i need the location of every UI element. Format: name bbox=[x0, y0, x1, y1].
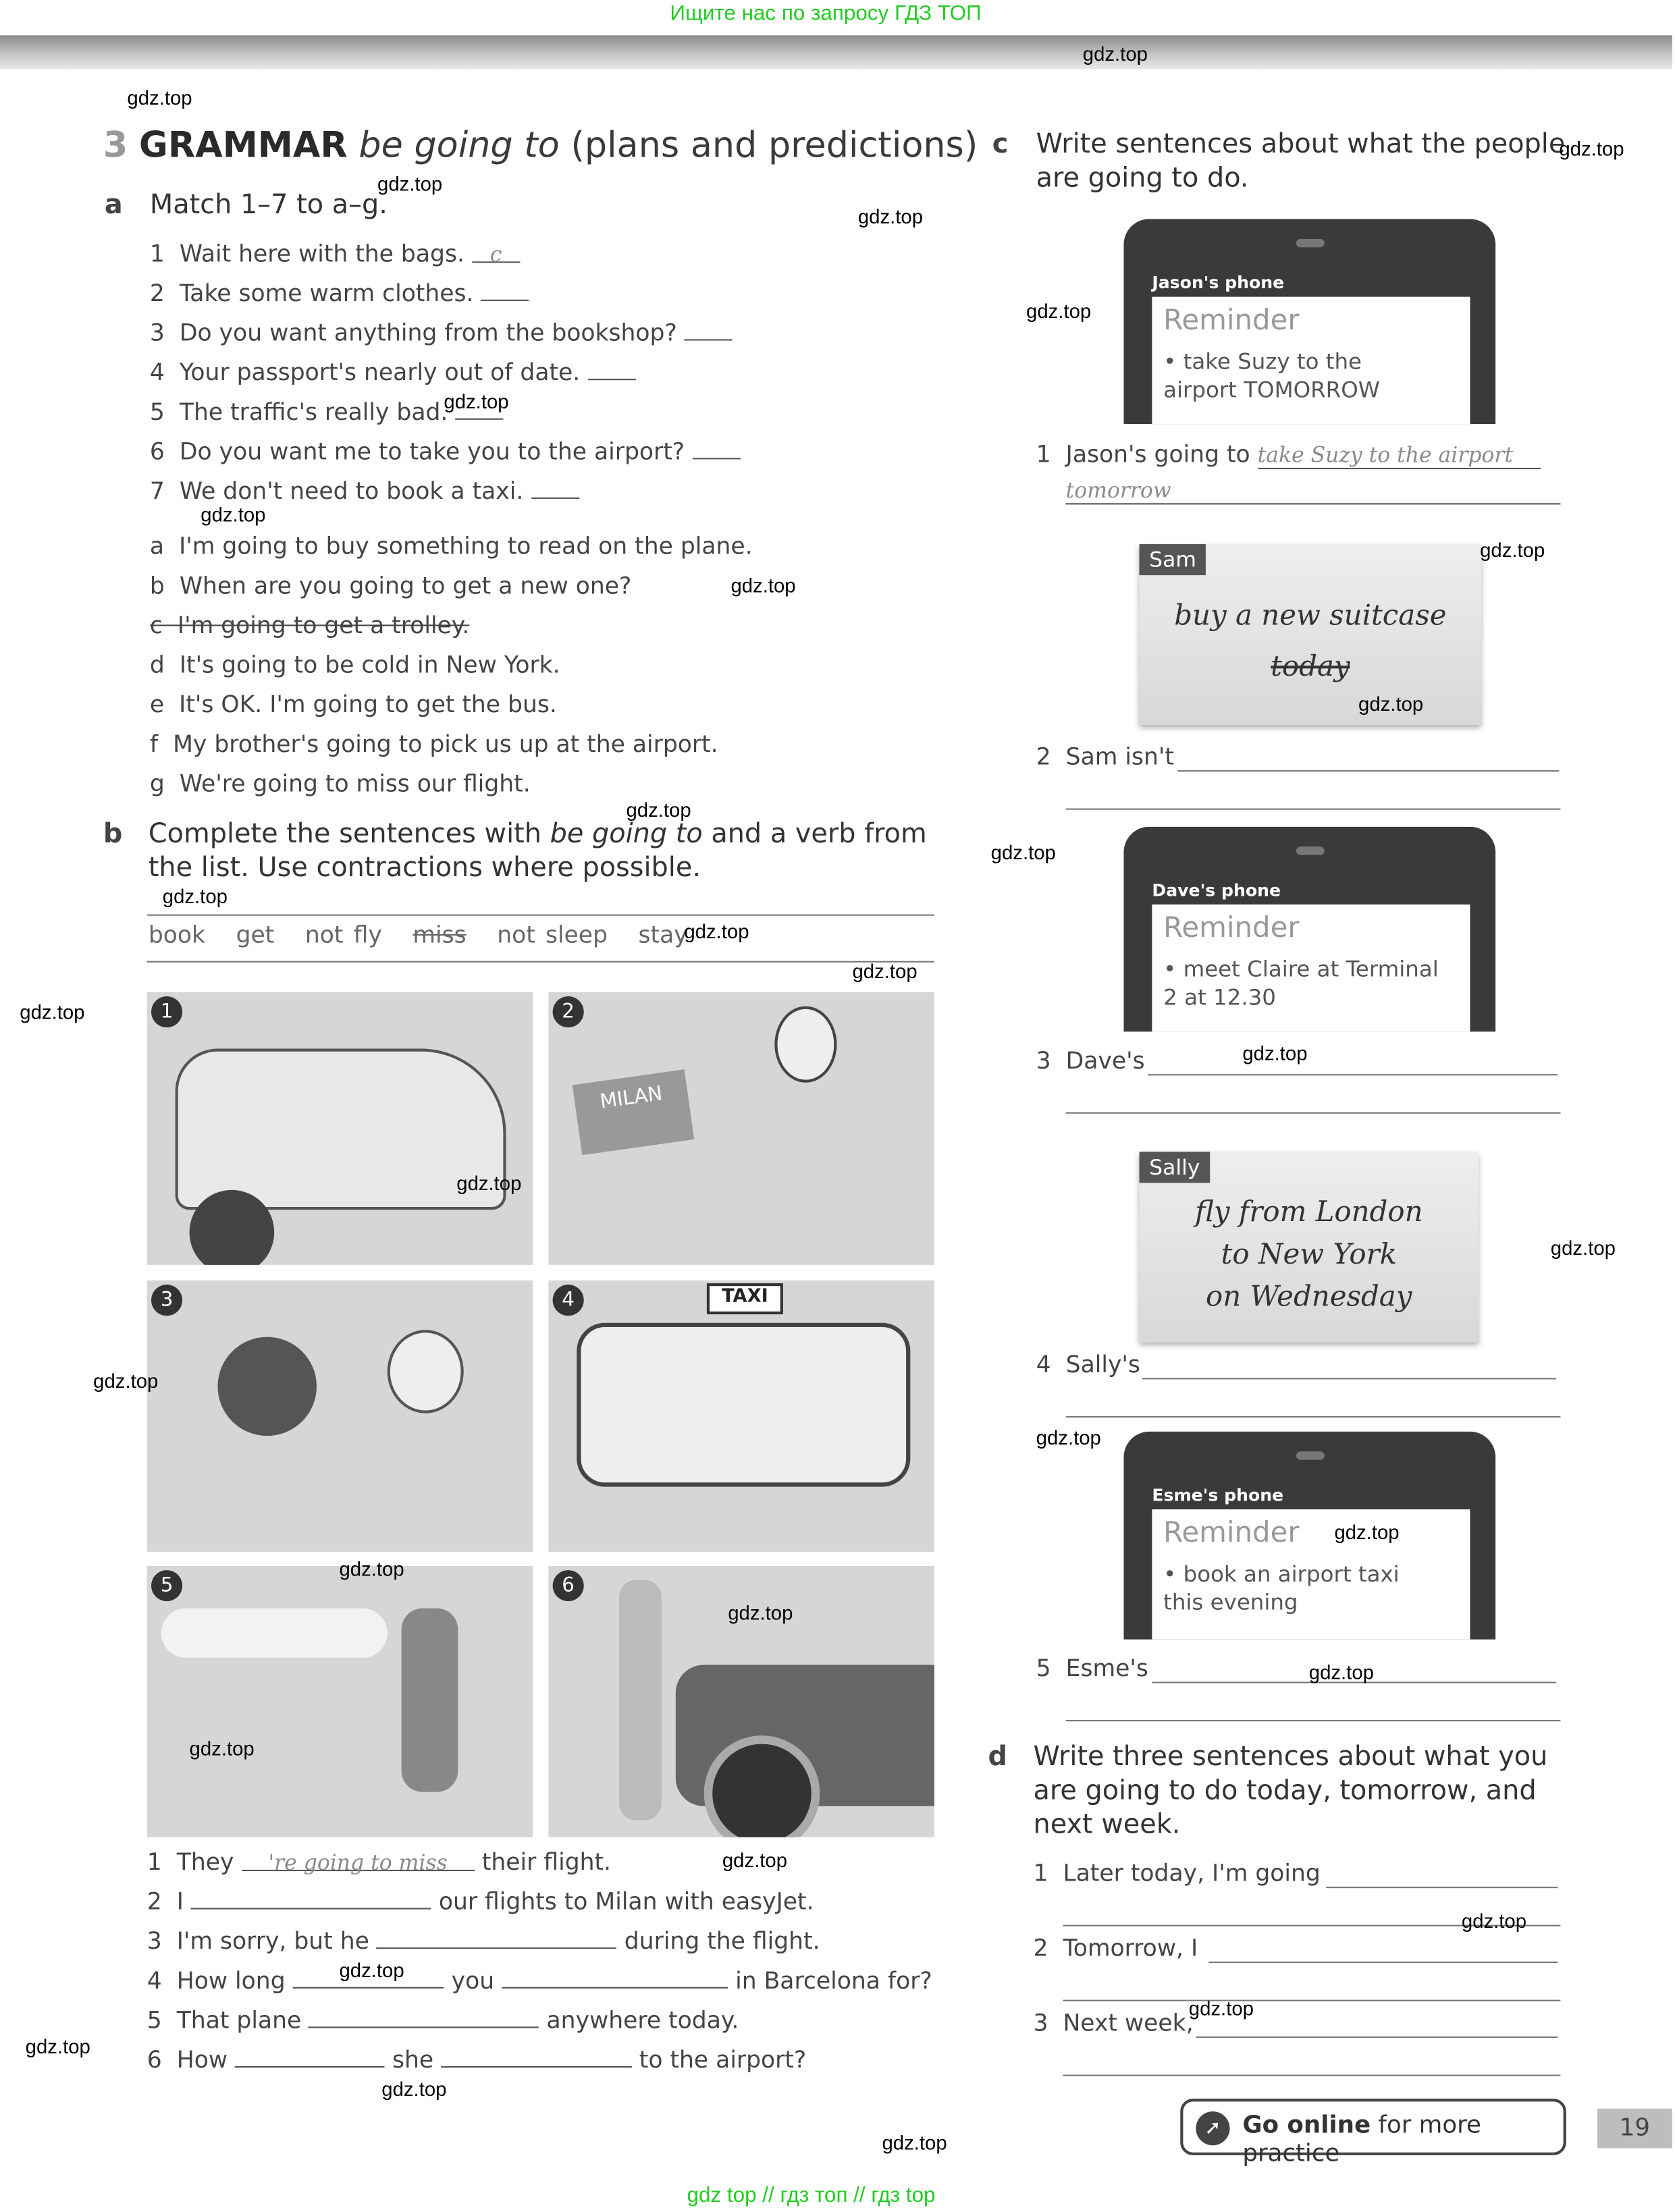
c-sentence: 2 Sam isn't bbox=[1036, 743, 1174, 771]
match-item: 2 Take some warm clothes. bbox=[150, 280, 529, 307]
sam-note: Sam buy a new suitcase today bbox=[1140, 544, 1482, 725]
match-answer-blank[interactable]: c bbox=[472, 242, 520, 263]
watermark: gdz.top bbox=[730, 574, 796, 597]
watermark: gdz.top bbox=[684, 919, 749, 943]
picture-number: 2 bbox=[553, 996, 584, 1027]
bottom-banner[interactable]: gdz top // гдз топ // гдз top bbox=[687, 2183, 936, 2208]
exercise-d-instruction-2: are going to do today, tomorrow, and bbox=[1033, 1775, 1537, 1806]
c-sentence: 3 Dave's bbox=[1036, 1047, 1145, 1075]
watermark: gdz.top bbox=[25, 2034, 90, 2058]
match-option: e It's OK. I'm going to get the bus. bbox=[149, 691, 557, 718]
b-sentence: 1 They 're going to miss their flight. bbox=[147, 1848, 612, 1876]
exercise-a-letter: a bbox=[104, 189, 123, 221]
watermark: gdz.top bbox=[444, 389, 509, 413]
watermark: gdz.top bbox=[1358, 692, 1424, 716]
d-sentence: 3 Next week, bbox=[1033, 2009, 1194, 2037]
watermark: gdz.top bbox=[722, 1848, 788, 1872]
picture-number: 6 bbox=[553, 1570, 584, 1601]
c-answer-line[interactable] bbox=[1177, 770, 1559, 772]
watermark: gdz.top bbox=[339, 1958, 404, 1982]
watermark: gdz.top bbox=[162, 884, 228, 908]
d-answer-line-2[interactable] bbox=[1063, 2000, 1560, 2001]
watermark: gdz.top bbox=[1242, 1042, 1308, 1064]
exercise-b-instruction: Complete the sentences with be going to and a verb from bbox=[148, 818, 927, 850]
word-list-bottom-rule bbox=[147, 961, 934, 963]
match-answer-blank[interactable] bbox=[481, 280, 529, 301]
b-answer-blank[interactable] bbox=[502, 1967, 728, 1988]
watermark: gdz.top bbox=[1559, 137, 1624, 160]
picture-4-taxi bbox=[548, 1280, 934, 1552]
watermark: gdz.top bbox=[456, 1171, 522, 1195]
sally-note: Sally fly from London to New York on Wednesday bbox=[1140, 1152, 1479, 1343]
match-item: 3 Do you want anything from the bookshop? bbox=[150, 319, 733, 346]
title-rest: (plans and predictions) bbox=[570, 124, 978, 165]
watermark: gdz.top bbox=[381, 2077, 447, 2101]
watermark: gdz.top bbox=[1082, 42, 1148, 65]
watermark: gdz.top bbox=[882, 2131, 947, 2154]
watermark: gdz.top bbox=[1026, 299, 1092, 323]
match-item: 5 The traffic's really bad. bbox=[150, 398, 504, 425]
b-sentence: 3 I'm sorry, but he during the flight. bbox=[147, 1927, 820, 1955]
exercise-d-instruction-3: next week. bbox=[1033, 1808, 1181, 1840]
d-sentence: 2 Tomorrow, I bbox=[1033, 1935, 1198, 1962]
watermark: gdz.top bbox=[728, 1601, 793, 1624]
watermark: gdz.top bbox=[626, 798, 691, 821]
b-answer-blank[interactable] bbox=[377, 1928, 617, 1949]
word-list: book get not fly miss not sleep stay bbox=[148, 921, 688, 948]
watermark: gdz.top bbox=[201, 503, 266, 526]
picture-3-plane-seats bbox=[147, 1280, 533, 1552]
b-sentence: 2 I our flights to Milan with easyJet. bbox=[147, 1888, 814, 1915]
watermark: gdz.top bbox=[189, 1737, 255, 1760]
d-sentence: 1 Later today, I'm going bbox=[1033, 1860, 1321, 1887]
esme-phone: Esme's phone Reminder • book an airport taxi this evening bbox=[1123, 1432, 1495, 1640]
exercise-b-instruction-2: the list. Use contractions where possible. bbox=[148, 852, 701, 884]
b-answer-blank[interactable] bbox=[309, 2007, 539, 2028]
picture-number: 3 bbox=[151, 1285, 182, 1316]
b-answer-blank[interactable] bbox=[441, 2047, 632, 2068]
c-answer-line[interactable] bbox=[1148, 1074, 1558, 1075]
top-banner[interactable]: Ищите нас по запросу ГДЗ ТОП bbox=[670, 1, 982, 26]
c-answer-line-2[interactable] bbox=[1066, 1416, 1561, 1418]
c-answer-line-2[interactable] bbox=[1066, 1720, 1561, 1721]
watermark: gdz.top bbox=[990, 840, 1056, 864]
exercise-c-instruction: Write sentences about what the people bbox=[1036, 128, 1566, 160]
match-option: g We're going to miss our flight. bbox=[149, 770, 531, 797]
taxi-sign: TAXI bbox=[707, 1283, 783, 1314]
c-answer-1[interactable]: take Suzy to the airport bbox=[1258, 442, 1541, 469]
picture-5-airport bbox=[147, 1566, 533, 1837]
watermark: gdz.top bbox=[1461, 1909, 1527, 1933]
picture-2-laptop bbox=[548, 992, 934, 1265]
page-number: 19 bbox=[1597, 2109, 1672, 2149]
match-item: 1 Wait here with the bags. c bbox=[150, 240, 520, 267]
b-sentence: 4 How long you in Barcelona for? bbox=[147, 1967, 932, 1995]
picture-number: 1 bbox=[151, 996, 182, 1027]
match-answer-blank[interactable] bbox=[685, 319, 733, 340]
d-answer-line[interactable] bbox=[1196, 2036, 1558, 2038]
c-answer-1-line2[interactable]: tomorrow bbox=[1066, 477, 1561, 505]
watermark: gdz.top bbox=[857, 205, 924, 228]
match-option: d It's going to be cold in New York. bbox=[149, 651, 560, 678]
match-option: a I'm going to buy something to read on the plane. bbox=[149, 533, 753, 560]
watermark: gdz.top bbox=[852, 959, 918, 983]
b-answer[interactable]: 're going to miss bbox=[241, 1850, 474, 1871]
watermark: gdz.top bbox=[1308, 1661, 1374, 1683]
c-answer-line-2[interactable] bbox=[1066, 809, 1561, 810]
exercise-d-instruction: Write three sentences about what you bbox=[1033, 1741, 1548, 1773]
watermark: gdz.top bbox=[1550, 1236, 1616, 1260]
top-gray-bar bbox=[0, 35, 1672, 69]
d-answer-line-2[interactable] bbox=[1063, 2075, 1560, 2076]
cursor-icon: ➚ bbox=[1196, 2111, 1229, 2145]
watermark: gdz.top bbox=[93, 1369, 159, 1393]
exercise-c-instruction-2: are going to do. bbox=[1036, 162, 1249, 194]
exercise-d-letter: d bbox=[988, 1741, 1007, 1773]
c-answer-line-2[interactable] bbox=[1066, 1112, 1561, 1114]
watermark: gdz.top bbox=[127, 86, 192, 109]
picture-number: 4 bbox=[553, 1285, 584, 1316]
picture-1-car bbox=[147, 992, 533, 1265]
c-answer-line[interactable] bbox=[1142, 1378, 1556, 1379]
match-item: 4 Your passport's nearly out of date. bbox=[150, 359, 636, 386]
match-option: b When are you going to get a new one? bbox=[149, 572, 632, 599]
title-italic: be going to bbox=[358, 124, 560, 165]
b-answer-blank[interactable] bbox=[191, 1888, 431, 1909]
b-sentence: 6 How she to the airport? bbox=[147, 2046, 807, 2074]
picture-number: 5 bbox=[151, 1570, 182, 1601]
milan-screen: MILAN bbox=[573, 1069, 694, 1155]
watermark: gdz.top bbox=[1036, 1426, 1101, 1449]
match-item: 7 We don't need to book a taxi. bbox=[150, 478, 579, 505]
section-number: 3 bbox=[103, 124, 128, 165]
watermark: gdz.top bbox=[1188, 1997, 1254, 2020]
match-answer-blank[interactable] bbox=[692, 438, 740, 459]
exercise-c-letter: c bbox=[992, 128, 1009, 160]
go-online-button[interactable]: ➚ Go online for more practice bbox=[1180, 2099, 1566, 2155]
match-option: c I'm going to get a trolley. bbox=[149, 612, 470, 639]
match-option: f My brother's going to pick us up at the airport. bbox=[149, 730, 718, 758]
watermark: gdz.top bbox=[20, 1000, 85, 1023]
c-sentence: 5 Esme's bbox=[1036, 1654, 1148, 1682]
b-sentence: 5 That plane anywhere today. bbox=[147, 2007, 739, 2034]
watermark: gdz.top bbox=[377, 172, 443, 195]
exercise-b-letter: b bbox=[103, 818, 123, 850]
word-list-top-rule bbox=[147, 915, 934, 916]
watermark: gdz.top bbox=[1334, 1520, 1400, 1544]
exercise-a-instruction: Match 1–7 to a–g. bbox=[149, 189, 388, 221]
c-sentence-1: 1 Jason's going to take Suzy to the airport bbox=[1036, 441, 1541, 469]
watermark: gdz.top bbox=[339, 1557, 404, 1580]
match-item: 6 Do you want me to take you to the airport? bbox=[150, 438, 740, 465]
match-answer-blank[interactable] bbox=[587, 359, 635, 380]
dave-phone: Dave's phone Reminder • meet Claire at Terminal 2 at 12.30 bbox=[1123, 827, 1495, 1032]
c-sentence: 4 Sally's bbox=[1036, 1351, 1140, 1378]
section-label: GRAMMAR bbox=[138, 124, 348, 165]
b-answer-blank[interactable] bbox=[235, 2047, 385, 2068]
section-title bbox=[103, 124, 978, 165]
match-answer-blank[interactable] bbox=[531, 478, 579, 499]
d-answer-line[interactable] bbox=[1208, 1962, 1558, 1963]
d-answer-line[interactable] bbox=[1326, 1887, 1558, 1888]
watermark: gdz.top bbox=[1480, 538, 1545, 562]
jason-phone: Jason's phone Reminder • take Suzy to the airport TOMORROW bbox=[1123, 219, 1495, 425]
